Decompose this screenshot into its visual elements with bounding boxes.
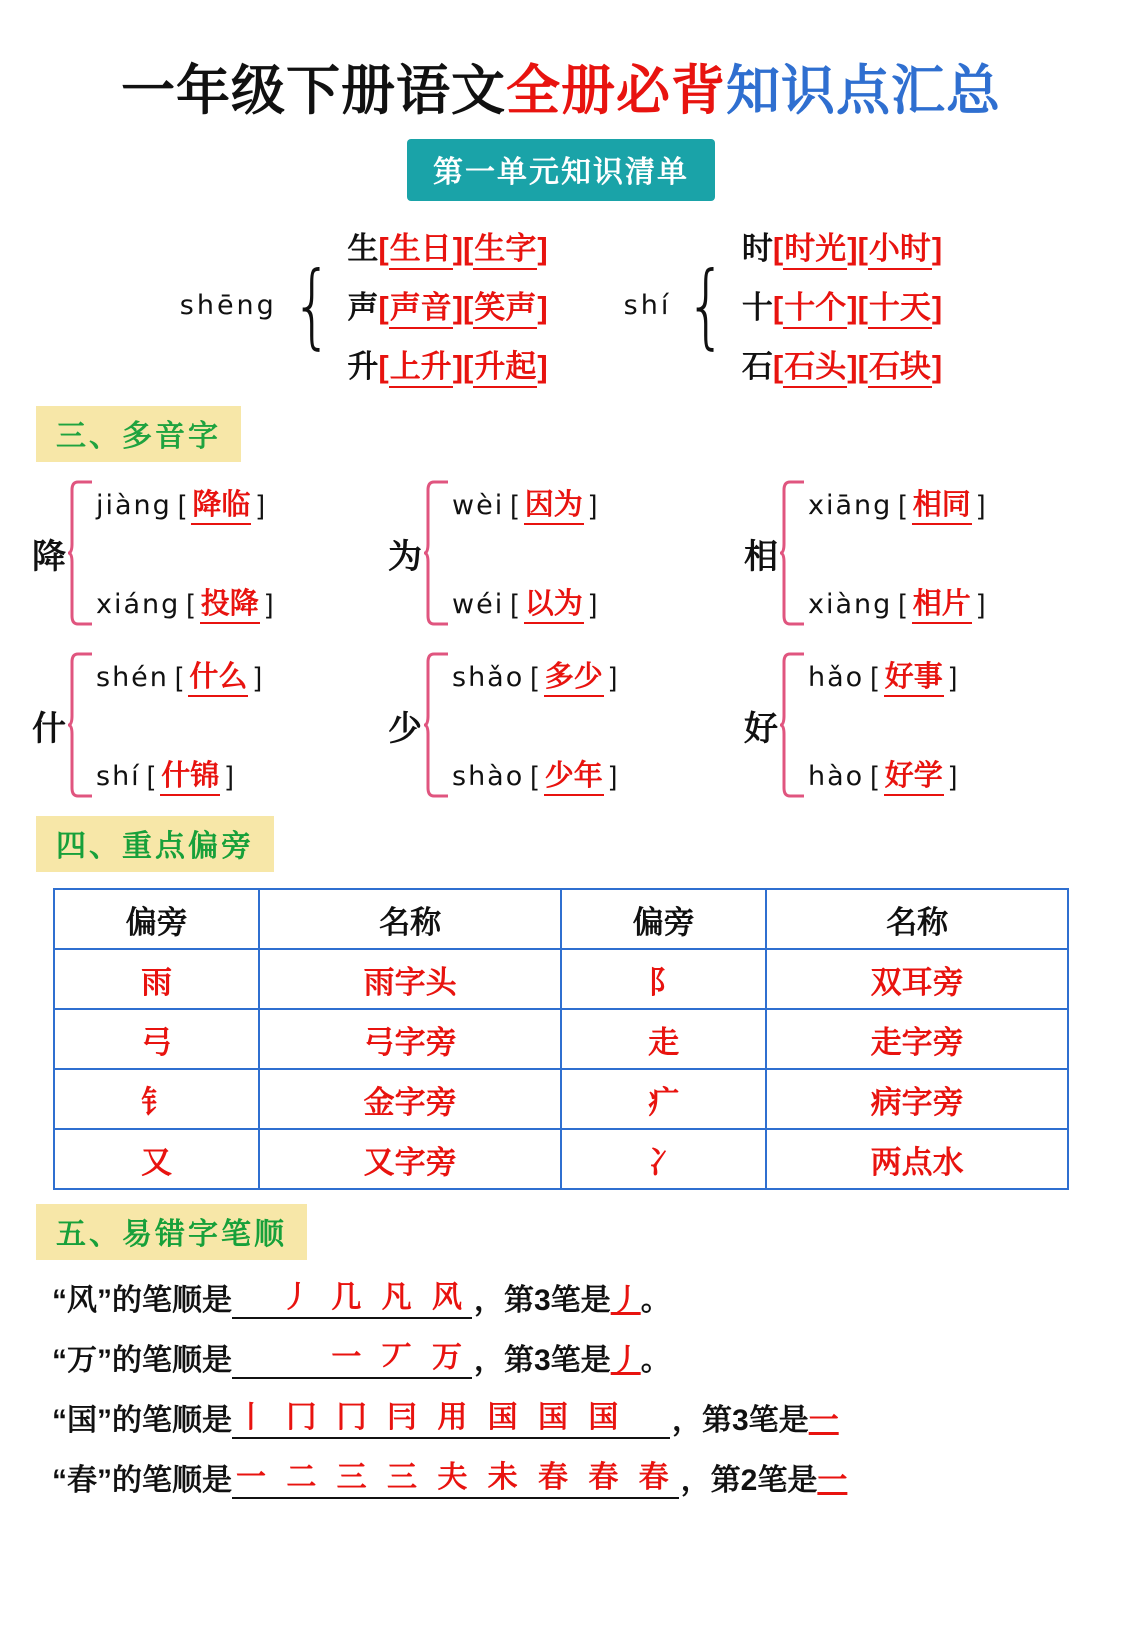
word: 升起 bbox=[473, 341, 537, 388]
stroke-question: “万”的笔顺是 bbox=[52, 1344, 232, 1377]
stroke-answer: 一 bbox=[808, 1404, 839, 1437]
brace-icon bbox=[68, 650, 94, 800]
section-3 bbox=[0, 406, 1122, 800]
word: 因为 bbox=[524, 482, 584, 525]
head-char: 声 bbox=[347, 290, 379, 325]
polyphone-item bbox=[32, 478, 378, 628]
brace-icon bbox=[68, 478, 94, 628]
table-cell: 冫 bbox=[561, 1129, 766, 1189]
polyphone-char: 好 bbox=[744, 709, 778, 748]
polyphone-reading: shén [ 什么 ] bbox=[96, 654, 262, 697]
head-char: 升 bbox=[347, 349, 379, 384]
polyphone-reading: xiáng [ 投降 ] bbox=[96, 581, 273, 624]
table-header-cell: 名称 bbox=[766, 889, 1068, 949]
pinyin: xiáng bbox=[96, 589, 181, 620]
polyphone-item bbox=[388, 478, 734, 628]
word: 什锦 bbox=[160, 753, 220, 796]
stroke-answer: 丿 bbox=[610, 1284, 641, 1317]
table-row bbox=[54, 949, 1068, 1009]
stroke-suffix: 。 bbox=[640, 1284, 671, 1317]
word: 少年 bbox=[544, 753, 604, 796]
table-row bbox=[54, 1009, 1068, 1069]
head-char: 石 bbox=[741, 349, 773, 384]
brace-icon: { bbox=[686, 252, 728, 359]
stroke-order-line bbox=[52, 1392, 1122, 1439]
table-cell: 阝 bbox=[561, 949, 766, 1009]
stroke-order-line bbox=[52, 1272, 1122, 1319]
unit-banner-wrap bbox=[0, 139, 1122, 201]
polyphone-item bbox=[744, 650, 1090, 800]
polyphone-reading: shào [ 少年 ] bbox=[452, 753, 617, 796]
pinyin: wéi bbox=[452, 589, 505, 620]
table-row bbox=[54, 1069, 1068, 1129]
brace-icon bbox=[780, 478, 806, 628]
table-cell: 弓 bbox=[54, 1009, 259, 1069]
homophone-row: 升 [ 上升 ] [ 升起 ] bbox=[347, 341, 547, 388]
polyphone-reading: xiāng [ 相同 ] bbox=[808, 482, 985, 525]
word: 好事 bbox=[884, 654, 944, 697]
table-cell: 双耳旁 bbox=[766, 949, 1068, 1009]
pinyin: hào bbox=[808, 761, 865, 792]
polyphone-reading: jiàng [ 降临 ] bbox=[96, 482, 273, 525]
stroke-order-list bbox=[52, 1272, 1122, 1499]
stroke-answer: 丿 bbox=[610, 1344, 641, 1377]
brace-icon: { bbox=[291, 252, 333, 359]
word: 投降 bbox=[200, 581, 260, 624]
word: 相同 bbox=[912, 482, 972, 525]
section-5 bbox=[0, 1204, 1122, 1499]
table-header-row bbox=[54, 889, 1068, 949]
table-cell: 走 bbox=[561, 1009, 766, 1069]
table-cell: 两点水 bbox=[766, 1129, 1068, 1189]
table-cell: 弓字旁 bbox=[259, 1009, 561, 1069]
word: 笑声 bbox=[473, 282, 537, 329]
polyphone-reading: xiàng [ 相片 ] bbox=[808, 581, 985, 624]
pinyin: jiàng bbox=[96, 490, 172, 521]
word: 相片 bbox=[912, 581, 972, 624]
word: 什么 bbox=[188, 654, 248, 697]
table-cell: 雨 bbox=[54, 949, 259, 1009]
section-5-heading: 五、易错字笔顺 bbox=[36, 1204, 307, 1260]
pinyin: hǎo bbox=[808, 662, 865, 693]
homophone-row: 时 [ 时光 ] [ 小时 ] bbox=[742, 223, 942, 270]
stroke-suffix: 。 bbox=[640, 1344, 671, 1377]
table-cell: 钅 bbox=[54, 1069, 259, 1129]
head-char: 生 bbox=[347, 231, 379, 266]
brace-icon bbox=[424, 478, 450, 628]
polyphone-item bbox=[744, 478, 1090, 628]
pinyin: shén bbox=[96, 662, 169, 693]
head-char: 十 bbox=[741, 290, 773, 325]
table-header-cell: 名称 bbox=[259, 889, 561, 949]
radical-table bbox=[53, 888, 1069, 1190]
polyphone-reading: wéi [ 以为 ] bbox=[452, 581, 597, 624]
stroke-middle: ，第3笔是 bbox=[672, 1404, 809, 1437]
word: 十天 bbox=[868, 282, 932, 329]
homophone-row: 石 [ 石头 ] [ 石块 ] bbox=[742, 341, 942, 388]
word: 生日 bbox=[389, 223, 453, 270]
pinyin: wèi bbox=[452, 490, 505, 521]
pinyin: shí bbox=[96, 761, 141, 792]
table-cell: 雨字头 bbox=[259, 949, 561, 1009]
polyphone-char: 降 bbox=[32, 537, 66, 576]
homophone-section bbox=[0, 223, 1122, 388]
word: 时光 bbox=[783, 223, 847, 270]
pinyin: shào bbox=[452, 761, 525, 792]
stroke-middle: ，第3笔是 bbox=[474, 1284, 611, 1317]
unit-banner: 第一单元知识清单 bbox=[407, 139, 715, 201]
word: 以为 bbox=[524, 581, 584, 624]
title-part-1: 一年级下册语文 bbox=[121, 61, 506, 121]
pinyin: xiàng bbox=[808, 589, 893, 620]
polyphone-char: 什 bbox=[32, 709, 66, 748]
polyphone-item bbox=[388, 650, 734, 800]
pinyin-label: shēng bbox=[179, 290, 277, 321]
pinyin: xiāng bbox=[808, 490, 893, 521]
stroke-sequence: 丿 几 凡 风 bbox=[232, 1272, 472, 1319]
stroke-question: “国”的笔顺是 bbox=[52, 1404, 232, 1437]
polyphone-row bbox=[0, 650, 1122, 800]
homophone-row: 生 [ 生日 ] [ 生字 ] bbox=[347, 223, 547, 270]
word: 上升 bbox=[389, 341, 453, 388]
title-part-3: 知识点汇总 bbox=[726, 61, 1001, 121]
table-header-cell: 偏旁 bbox=[561, 889, 766, 949]
stroke-answer: 一 bbox=[817, 1464, 848, 1497]
stroke-question: “春”的笔顺是 bbox=[52, 1464, 232, 1497]
brace-icon bbox=[424, 650, 450, 800]
table-cell: 病字旁 bbox=[766, 1069, 1068, 1129]
word: 石块 bbox=[868, 341, 932, 388]
head-char: 时 bbox=[741, 231, 773, 266]
table-cell: 疒 bbox=[561, 1069, 766, 1129]
stroke-order-line bbox=[52, 1452, 1122, 1499]
stroke-middle: ，第2笔是 bbox=[680, 1464, 818, 1497]
word: 小时 bbox=[868, 223, 932, 270]
table-cell: 金字旁 bbox=[259, 1069, 561, 1129]
brace-icon bbox=[780, 650, 806, 800]
polyphone-reading: hǎo [ 好事 ] bbox=[808, 654, 957, 697]
pinyin: shǎo bbox=[452, 662, 525, 693]
word: 降临 bbox=[191, 482, 251, 525]
stroke-middle: ，第3笔是 bbox=[474, 1344, 611, 1377]
worksheet-page bbox=[0, 48, 1122, 1635]
stroke-order-line bbox=[52, 1332, 1122, 1379]
word: 十个 bbox=[783, 282, 847, 329]
homophone-group bbox=[180, 223, 548, 388]
table-header-cell: 偏旁 bbox=[54, 889, 259, 949]
table-cell: 又 bbox=[54, 1129, 259, 1189]
word: 生字 bbox=[473, 223, 537, 270]
polyphone-item bbox=[32, 650, 378, 800]
table-cell: 走字旁 bbox=[766, 1009, 1068, 1069]
stroke-sequence: 一 二 三 三 夫 未 春 春 春 bbox=[232, 1452, 679, 1499]
title-part-2: 全册必背 bbox=[506, 61, 726, 121]
polyphone-char: 相 bbox=[744, 537, 778, 576]
pinyin-label: shí bbox=[623, 290, 672, 321]
polyphone-reading: shǎo [ 多少 ] bbox=[452, 654, 617, 697]
polyphone-char: 为 bbox=[388, 537, 422, 576]
table-row bbox=[54, 1129, 1068, 1189]
word: 好学 bbox=[884, 753, 944, 796]
polyphone-row bbox=[0, 478, 1122, 628]
homophone-row: 十 [ 十个 ] [ 十天 ] bbox=[742, 282, 942, 329]
table-cell: 又字旁 bbox=[259, 1129, 561, 1189]
page-title bbox=[0, 48, 1122, 125]
polyphone-reading: hào [ 好学 ] bbox=[808, 753, 957, 796]
stroke-sequence: 丨 冂 冂 冃 用 国 国 国 bbox=[232, 1392, 670, 1439]
section-4-heading: 四、重点偏旁 bbox=[36, 816, 274, 872]
stroke-sequence: 一 丆 万 bbox=[232, 1332, 472, 1379]
stroke-question: “风”的笔顺是 bbox=[52, 1284, 232, 1317]
homophone-row: 声 [ 声音 ] [ 笑声 ] bbox=[347, 282, 547, 329]
homophone-group bbox=[624, 223, 943, 388]
polyphone-char: 少 bbox=[388, 709, 422, 748]
word: 多少 bbox=[544, 654, 604, 697]
word: 声音 bbox=[389, 282, 453, 329]
section-3-heading: 三、多音字 bbox=[36, 406, 241, 462]
polyphone-reading: shí [ 什锦 ] bbox=[96, 753, 262, 796]
word: 石头 bbox=[783, 341, 847, 388]
section-4 bbox=[0, 816, 1122, 1190]
polyphone-reading: wèi [ 因为 ] bbox=[452, 482, 597, 525]
